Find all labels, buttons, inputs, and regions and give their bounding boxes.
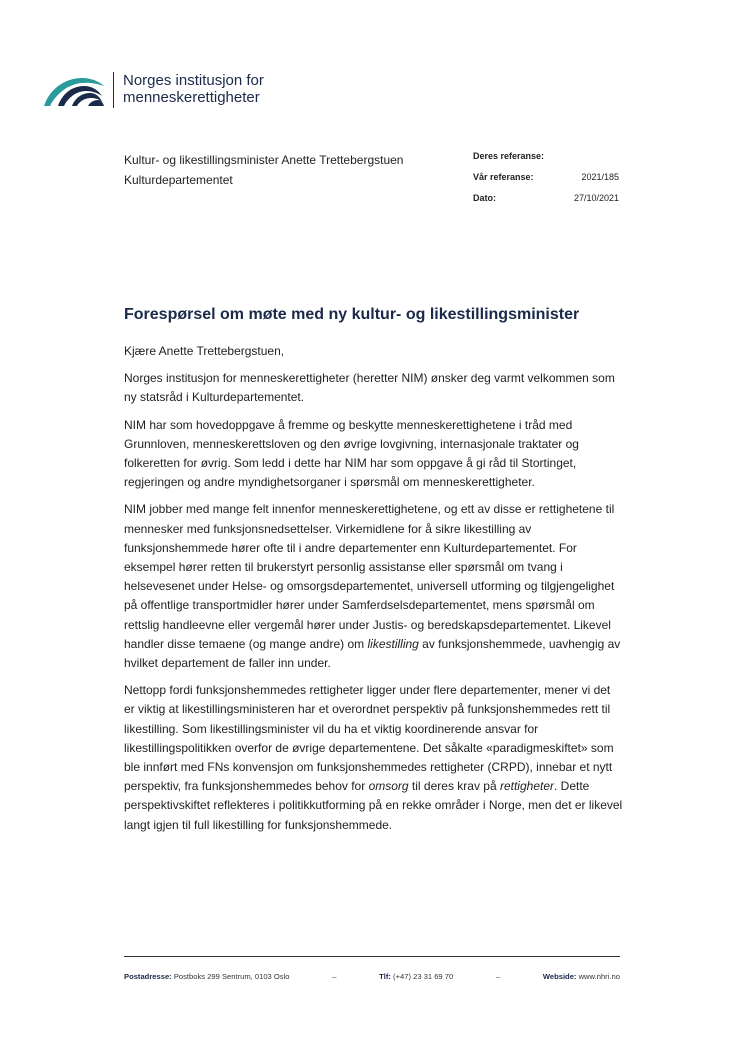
nim-logo-icon [42,72,106,108]
footer-website-label: Webside: [542,972,577,981]
recipient-line1: Kultur- og likestillingsminister Anette Trettebergstuen [124,153,404,167]
emphasis-text: likestilling [367,636,419,651]
reference-value: 27/10/2021 [573,193,619,203]
letter-title: Forespørsel om møte med ny kultur- og likestillingsminister [124,306,580,323]
reference-row [473,192,619,213]
reference-value: 2021/185 [581,172,619,182]
footer-separator: – [332,972,337,981]
footer-phone [379,972,453,981]
paragraph-text: NIM jobber med mange felt innenfor menneskerettighetene, og ett av disse er rettighetene til mennesker med funksjonsnedsettelser. Virkemidlene for å sikre likestilling av funksjonshemmede hører ofte til i andre departementer enn Kulturdepartementet. For eksempel hører retten til brukerstyrt personlig assistanse eller spørsmål om tvang i helsevesenet under Helse- og omsorgsdepartementet, universell utforming og tilgjengelighet på offentlige transportmidler hører under Samferdselsdepartementet, mens spørsmål om rettslig handleevne eller vergemål hører under Justis- og beredskapsdepartementet. Likevel handler disse temaene (og mange andre) om [124,502,615,651]
footer-divider [124,956,620,957]
footer [124,972,620,981]
paragraph-text: Nettopp fordi funksjonshemmedes rettigheter ligger under flere departementer, mener vi det er viktig at likestillingsministeren har et overordnet perspektiv på funksjonshemmedes rett til likestilling. Som likestillingsminister vil du ha et viktig koordinerende ansvar for likestillingspolitikken overfor de øvrige departementene. Det såkalte «paradigmeskiftet» som ble innført med FNs konvensjon om funksjonshemmedes rettigheter (CRPD), innebar et nytt perspektiv, fra funksjonshemmedes behov for [124,683,614,794]
reference-label: Dato: [473,193,496,203]
footer-address-value: Postboks 299 Sentrum, 0103 Oslo [173,972,290,981]
reference-label: Deres referanse: [473,151,545,161]
paragraph [124,500,624,673]
footer-address-label: Postadresse: [124,972,172,981]
paragraph [124,681,624,835]
org-name-line2: menneskerettigheter [123,89,260,106]
logo-divider [113,72,114,108]
salutation: Kjære Anette Trettebergstuen, [124,344,285,358]
recipient-line2: Kulturdepartementet [124,173,233,187]
paragraph: NIM har som hovedoppgave å fremme og beskytte menneskerettighetene i tråd med Grunnloven, menneskerettsloven og den øvrige lovgivning, internasjonale traktater og folkeretten for øvrig. Som ledd i dette har NIM har som oppgave å gi råd til Stortinget, regjeringen og andre myndighetsorganer i spørsmål om menneskerettigheter. [124,417,579,490]
footer-address [124,972,290,981]
footer-separator: – [495,972,501,981]
letter-body [124,342,624,843]
footer-phone-label: Tlf: [379,972,391,981]
emphasis-text: omsorg [368,779,409,794]
paragraph-text: av funksjonshemmede, uavhengig av hvilket departement de faller inn under. [124,636,621,671]
reference-row [473,150,619,171]
organization-name [123,72,264,106]
footer-website-link[interactable]: www.nhri.no [578,972,620,981]
reference-row [473,171,619,192]
recipient-block [124,150,403,190]
paragraph-text: til deres krav på [408,779,500,794]
emphasis-text: rettigheter [499,779,554,794]
reference-block [473,150,619,213]
paragraph-text: . Dette perspektivskiftet reflekteres i politikkutforming på en rekke områder i Norge, men det er likevel langt igjen til full likestilling for funksjonshemmede. [124,779,623,832]
reference-label: Vår referanse: [473,172,534,182]
footer-phone-value: (+47) 23 31 69 70 [393,972,454,981]
org-name-line1: Norges institusjon for [123,72,264,89]
footer-website [543,972,620,981]
paragraph: Norges institusjon for menneskerettigheter (heretter NIM) ønsker deg varmt velkommen som ny statsråd i Kulturdepartementet. [124,371,615,405]
